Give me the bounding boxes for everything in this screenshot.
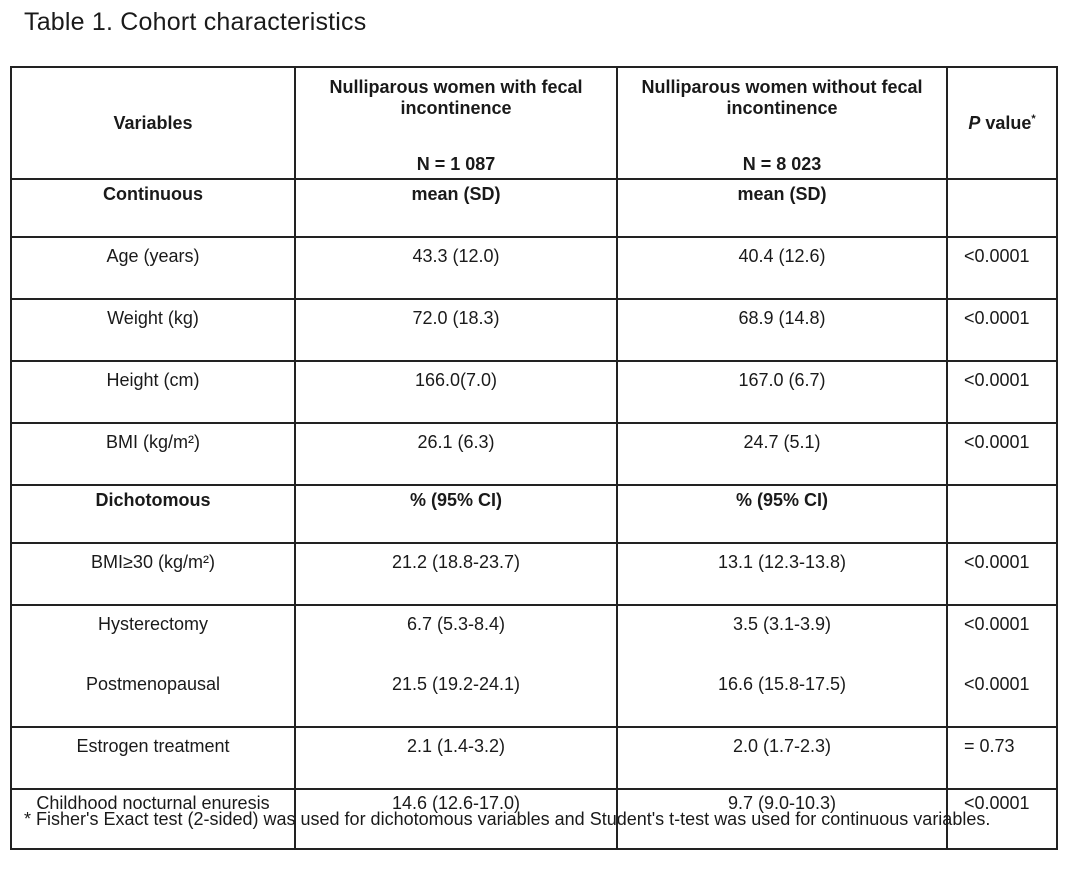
table-row — [11, 423, 1057, 485]
cell-pvalue: <0.0001 — [947, 423, 1057, 485]
cell-variable: Postmenopausal — [11, 666, 295, 727]
table-header-row — [11, 67, 1057, 179]
table-row — [11, 605, 1057, 666]
header-variables-label: Variables — [113, 112, 193, 133]
cell-group2: 68.9 (14.8) — [617, 299, 947, 361]
header-variables — [11, 67, 295, 179]
section-row-continuous — [11, 179, 1057, 237]
cell-variable: Age (years) — [11, 237, 295, 299]
cell-variable: BMI (kg/m²) — [11, 423, 295, 485]
header-pvalue-p: P — [968, 112, 981, 133]
cell-variable: Height (cm) — [11, 361, 295, 423]
cell-group2: 40.4 (12.6) — [617, 237, 947, 299]
cell-pvalue: = 0.73 — [947, 727, 1057, 789]
header-pvalue-text: value — [980, 112, 1032, 133]
header-group1-n: N = 1 087 — [416, 154, 496, 174]
header-group2-n: N = 8 023 — [742, 154, 822, 174]
cell-group1: 14.6 (12.6-17.0) — [295, 789, 617, 849]
cell-group1: 2.1 (1.4-3.2) — [295, 727, 617, 789]
header-group1 — [295, 67, 617, 179]
header-pvalue — [947, 67, 1057, 179]
table-row — [11, 543, 1057, 605]
section-stat-group1: mean (SD) — [295, 179, 617, 237]
table-row — [11, 237, 1057, 299]
cell-group1: 6.7 (5.3-8.4) — [295, 605, 617, 666]
section-stat-group2: mean (SD) — [617, 179, 947, 237]
cell-variable: Hysterectomy — [11, 605, 295, 666]
cell-group2: 2.0 (1.7-2.3) — [617, 727, 947, 789]
cell-pvalue: <0.0001 — [947, 605, 1057, 666]
cell-pvalue: <0.0001 — [947, 666, 1057, 727]
table-row — [11, 361, 1057, 423]
header-group1-label: Nulliparous women with fecal incontinence — [329, 77, 583, 118]
table-row — [11, 299, 1057, 361]
table-row — [11, 727, 1057, 789]
cell-group1: 72.0 (18.3) — [295, 299, 617, 361]
header-pvalue-label — [968, 113, 1035, 133]
section-pvalue-empty — [947, 179, 1057, 237]
header-pvalue-footnote-mark: * — [1031, 112, 1036, 125]
section-stat-group2: % (95% CI) — [617, 485, 947, 543]
header-group2-label: Nulliparous women without fecal incontinence — [641, 77, 923, 118]
cell-variable: Weight (kg) — [11, 299, 295, 361]
header-group2 — [617, 67, 947, 179]
cell-pvalue: <0.0001 — [947, 299, 1057, 361]
cell-group2: 167.0 (6.7) — [617, 361, 947, 423]
cell-group1: 166.0(7.0) — [295, 361, 617, 423]
cell-group2: 24.7 (5.1) — [617, 423, 947, 485]
cell-group2: 13.1 (12.3-13.8) — [617, 543, 947, 605]
cohort-table — [10, 66, 1058, 850]
section-title: Continuous — [11, 179, 295, 237]
cell-pvalue: <0.0001 — [947, 237, 1057, 299]
cell-variable: Childhood nocturnal enuresis — [11, 789, 295, 849]
cell-group2: 9.7 (9.0-10.3) — [617, 789, 947, 849]
cell-pvalue: <0.0001 — [947, 543, 1057, 605]
cell-variable: Estrogen treatment — [11, 727, 295, 789]
table-footnote: * Fisher's Exact test (2-sided) was used for dichotomous variables and Student's t-test was used for continuous variables. — [24, 809, 991, 829]
cell-pvalue: <0.0001 — [947, 361, 1057, 423]
table-caption: Table 1. Cohort characteristics — [24, 8, 367, 36]
cell-group1: 21.5 (19.2-24.1) — [295, 666, 617, 727]
cell-group2: 3.5 (3.1-3.9) — [617, 605, 947, 666]
section-row-dichotomous — [11, 485, 1057, 543]
cell-group1: 26.1 (6.3) — [295, 423, 617, 485]
cell-variable: BMI≥30 (kg/m²) — [11, 543, 295, 605]
cell-pvalue: <0.0001 — [947, 789, 1057, 849]
table-row — [11, 666, 1057, 727]
cell-group2: 16.6 (15.8-17.5) — [617, 666, 947, 727]
section-stat-group1: % (95% CI) — [295, 485, 617, 543]
section-pvalue-empty — [947, 485, 1057, 543]
cell-group1: 21.2 (18.8-23.7) — [295, 543, 617, 605]
section-title: Dichotomous — [11, 485, 295, 543]
cell-group1: 43.3 (12.0) — [295, 237, 617, 299]
